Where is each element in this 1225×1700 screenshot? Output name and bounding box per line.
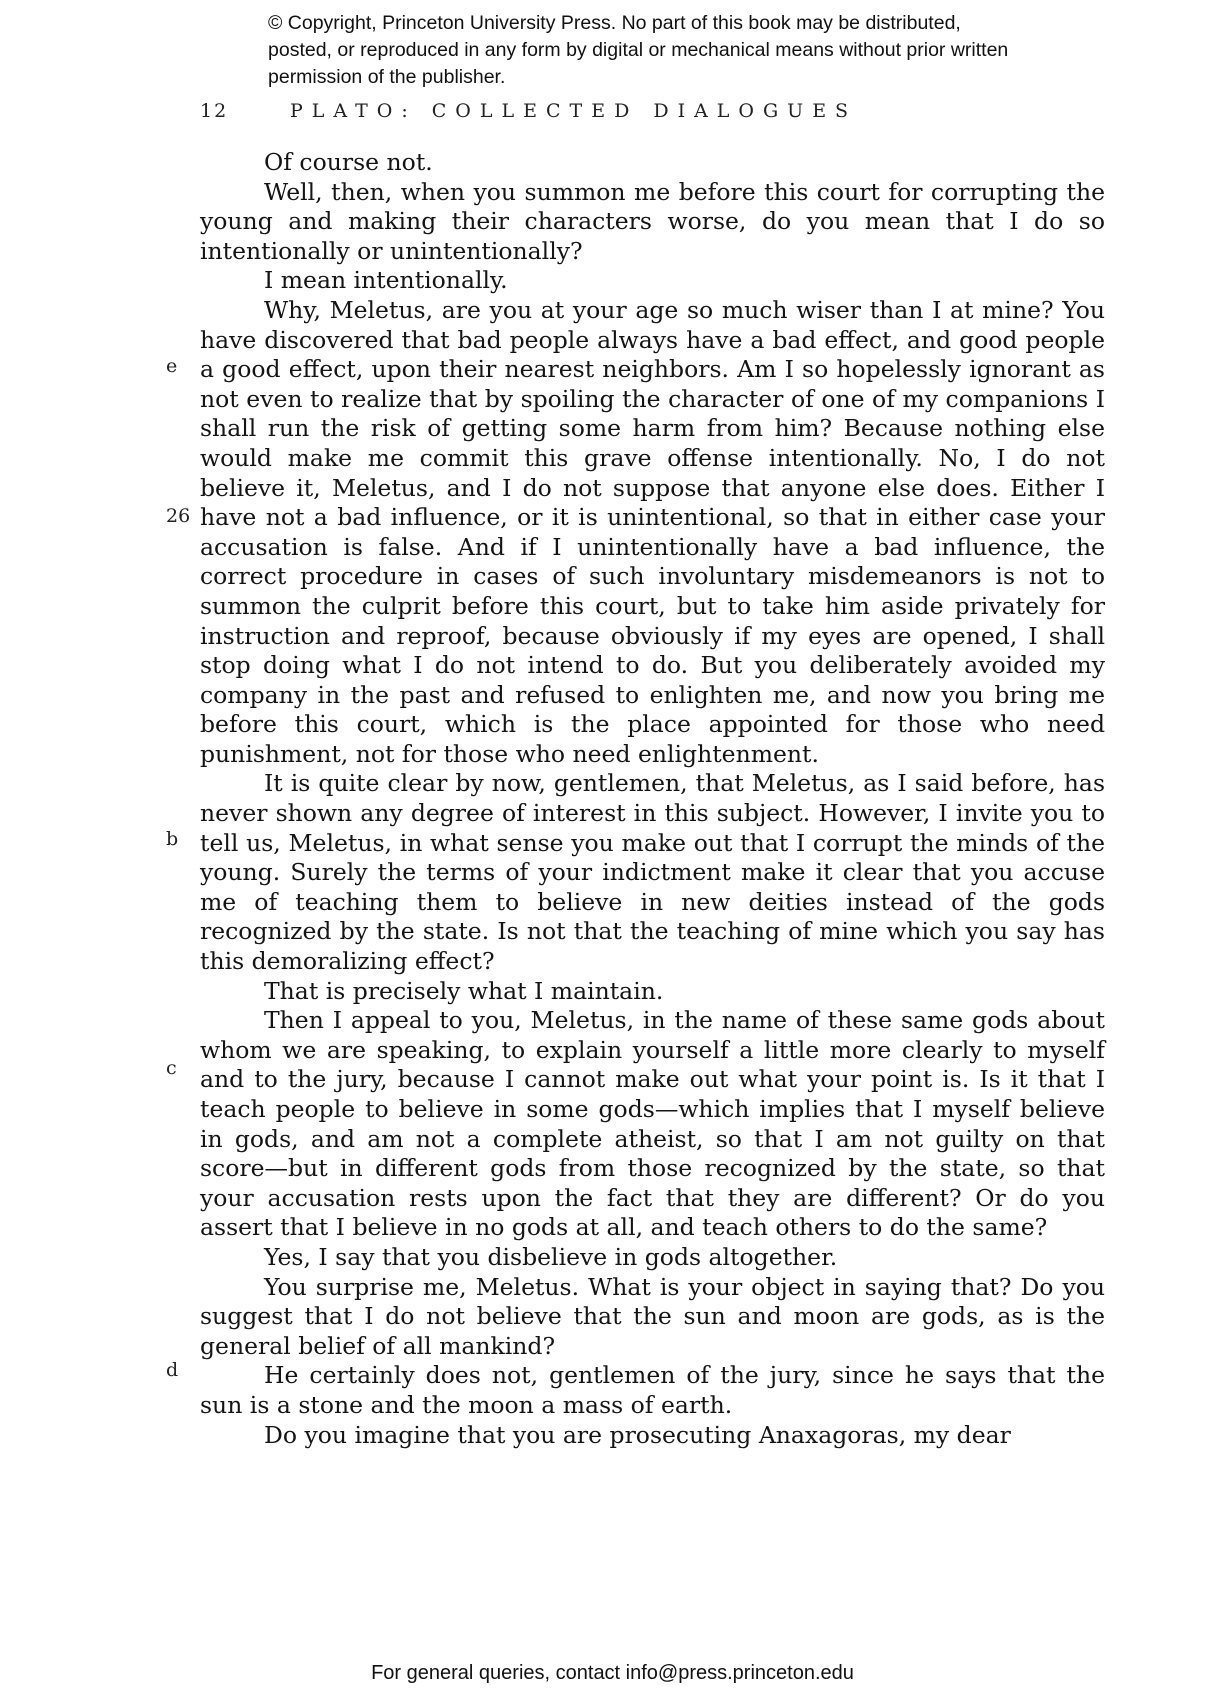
- paragraph: Why, Meletus, are you at your age so much wiser than I at mine? You have discovered that bad people always have a bad effect, and good people a good effect, upon their nearest neighbors. Am I so hopelessly ignorant as not even to realize that by spoiling the character of one of my companions I shall run the risk of getting some harm from him? Because nothing else would make me commit this grave offense intentionally. No, I do not believe it, Meletus, and I do not suppose that anyone else does. Either I have not a bad influence, or it is unintentional, so that in either case your accusation is false. And if I unintentionally have a bad influence, the correct procedure in cases of such involuntary misdemeanors is not to summon the culprit before this court, but to take him aside privately for instruction and reproof, because obviously if my eyes are opened, I shall stop doing what I do not intend to do. But you deliberately avoided my company in the past and refused to enlighten me, and now you bring me before this court, which is the place appointed for those who need punishment, not for those who need enlightenment.: [200, 295, 1105, 768]
- copyright-notice: © Copyright, Princeton University Press. No part of this book may be distributed, posted, or reproduced in any form by digital or mechanical means without prior written permission of the publisher.: [268, 12, 1009, 88]
- paragraph: You surprise me, Meletus. What is your object in saying that? Do you suggest that I do not believe that the sun and moon are gods, as is the general belief of all mankind?: [200, 1272, 1105, 1360]
- paragraph: Then I appeal to you, Meletus, in the name of these same gods about whom we are speaking, to explain yourself a little more clearly to myself and to the jury, because I cannot make out what your point is. Is it that I teach people to believe in some gods—which implies that I myself believe in gods, and am not a complete atheist, so that I am not guilty on that score—but in different gods from those recognized by the state, so that your accusation rests upon the fact that they are different? Or do you assert that I believe in no gods at all, and teach others to do the same?: [200, 1006, 1105, 1242]
- running-title: PLATO: COLLECTED DIALOGUES: [290, 100, 858, 122]
- dialogue-text: [200, 148, 1105, 1450]
- margin-marker-d: d: [166, 1359, 179, 1381]
- paragraph: Do you imagine that you are prosecuting Anaxagoras, my dear: [264, 1420, 1011, 1449]
- margin-marker-e: e: [166, 355, 178, 377]
- page-number: 12: [200, 100, 229, 122]
- running-header: [200, 100, 1100, 122]
- margin-marker-c: c: [166, 1057, 177, 1079]
- paragraph: Of course not.: [264, 148, 433, 176]
- footer-contact: For general queries, contact info@press.princeton.edu: [371, 1662, 854, 1684]
- paragraph: It is quite clear by now, gentlemen, that Meletus, as I said before, has never shown any degree of interest in this subject. However, I invite you to tell us, Meletus, in what sense you make out that I corrupt the minds of the young. Surely the terms of your indictment make it clear that you accuse me of teaching them to believe in new deities instead of the gods recognized by the state. Is not that the teaching of mine which you say has this demoralizing effect?: [200, 769, 1105, 976]
- paragraph: He certainly does not, gentlemen of the jury, since he says that the sun is a stone and the moon a mass of earth.: [200, 1361, 1105, 1419]
- paragraph: I mean intentionally.: [264, 266, 508, 295]
- paragraph: Well, then, when you summon me before this court for corrupting the young and making their characters worse, do you mean that I do so intentionally or unintentionally?: [200, 177, 1105, 265]
- paragraph: Yes, I say that you disbelieve in gods altogether.: [264, 1242, 838, 1271]
- margin-marker-26: 26: [166, 505, 191, 527]
- margin-marker-b: b: [166, 828, 179, 850]
- paragraph: That is precisely what I maintain.: [264, 976, 664, 1005]
